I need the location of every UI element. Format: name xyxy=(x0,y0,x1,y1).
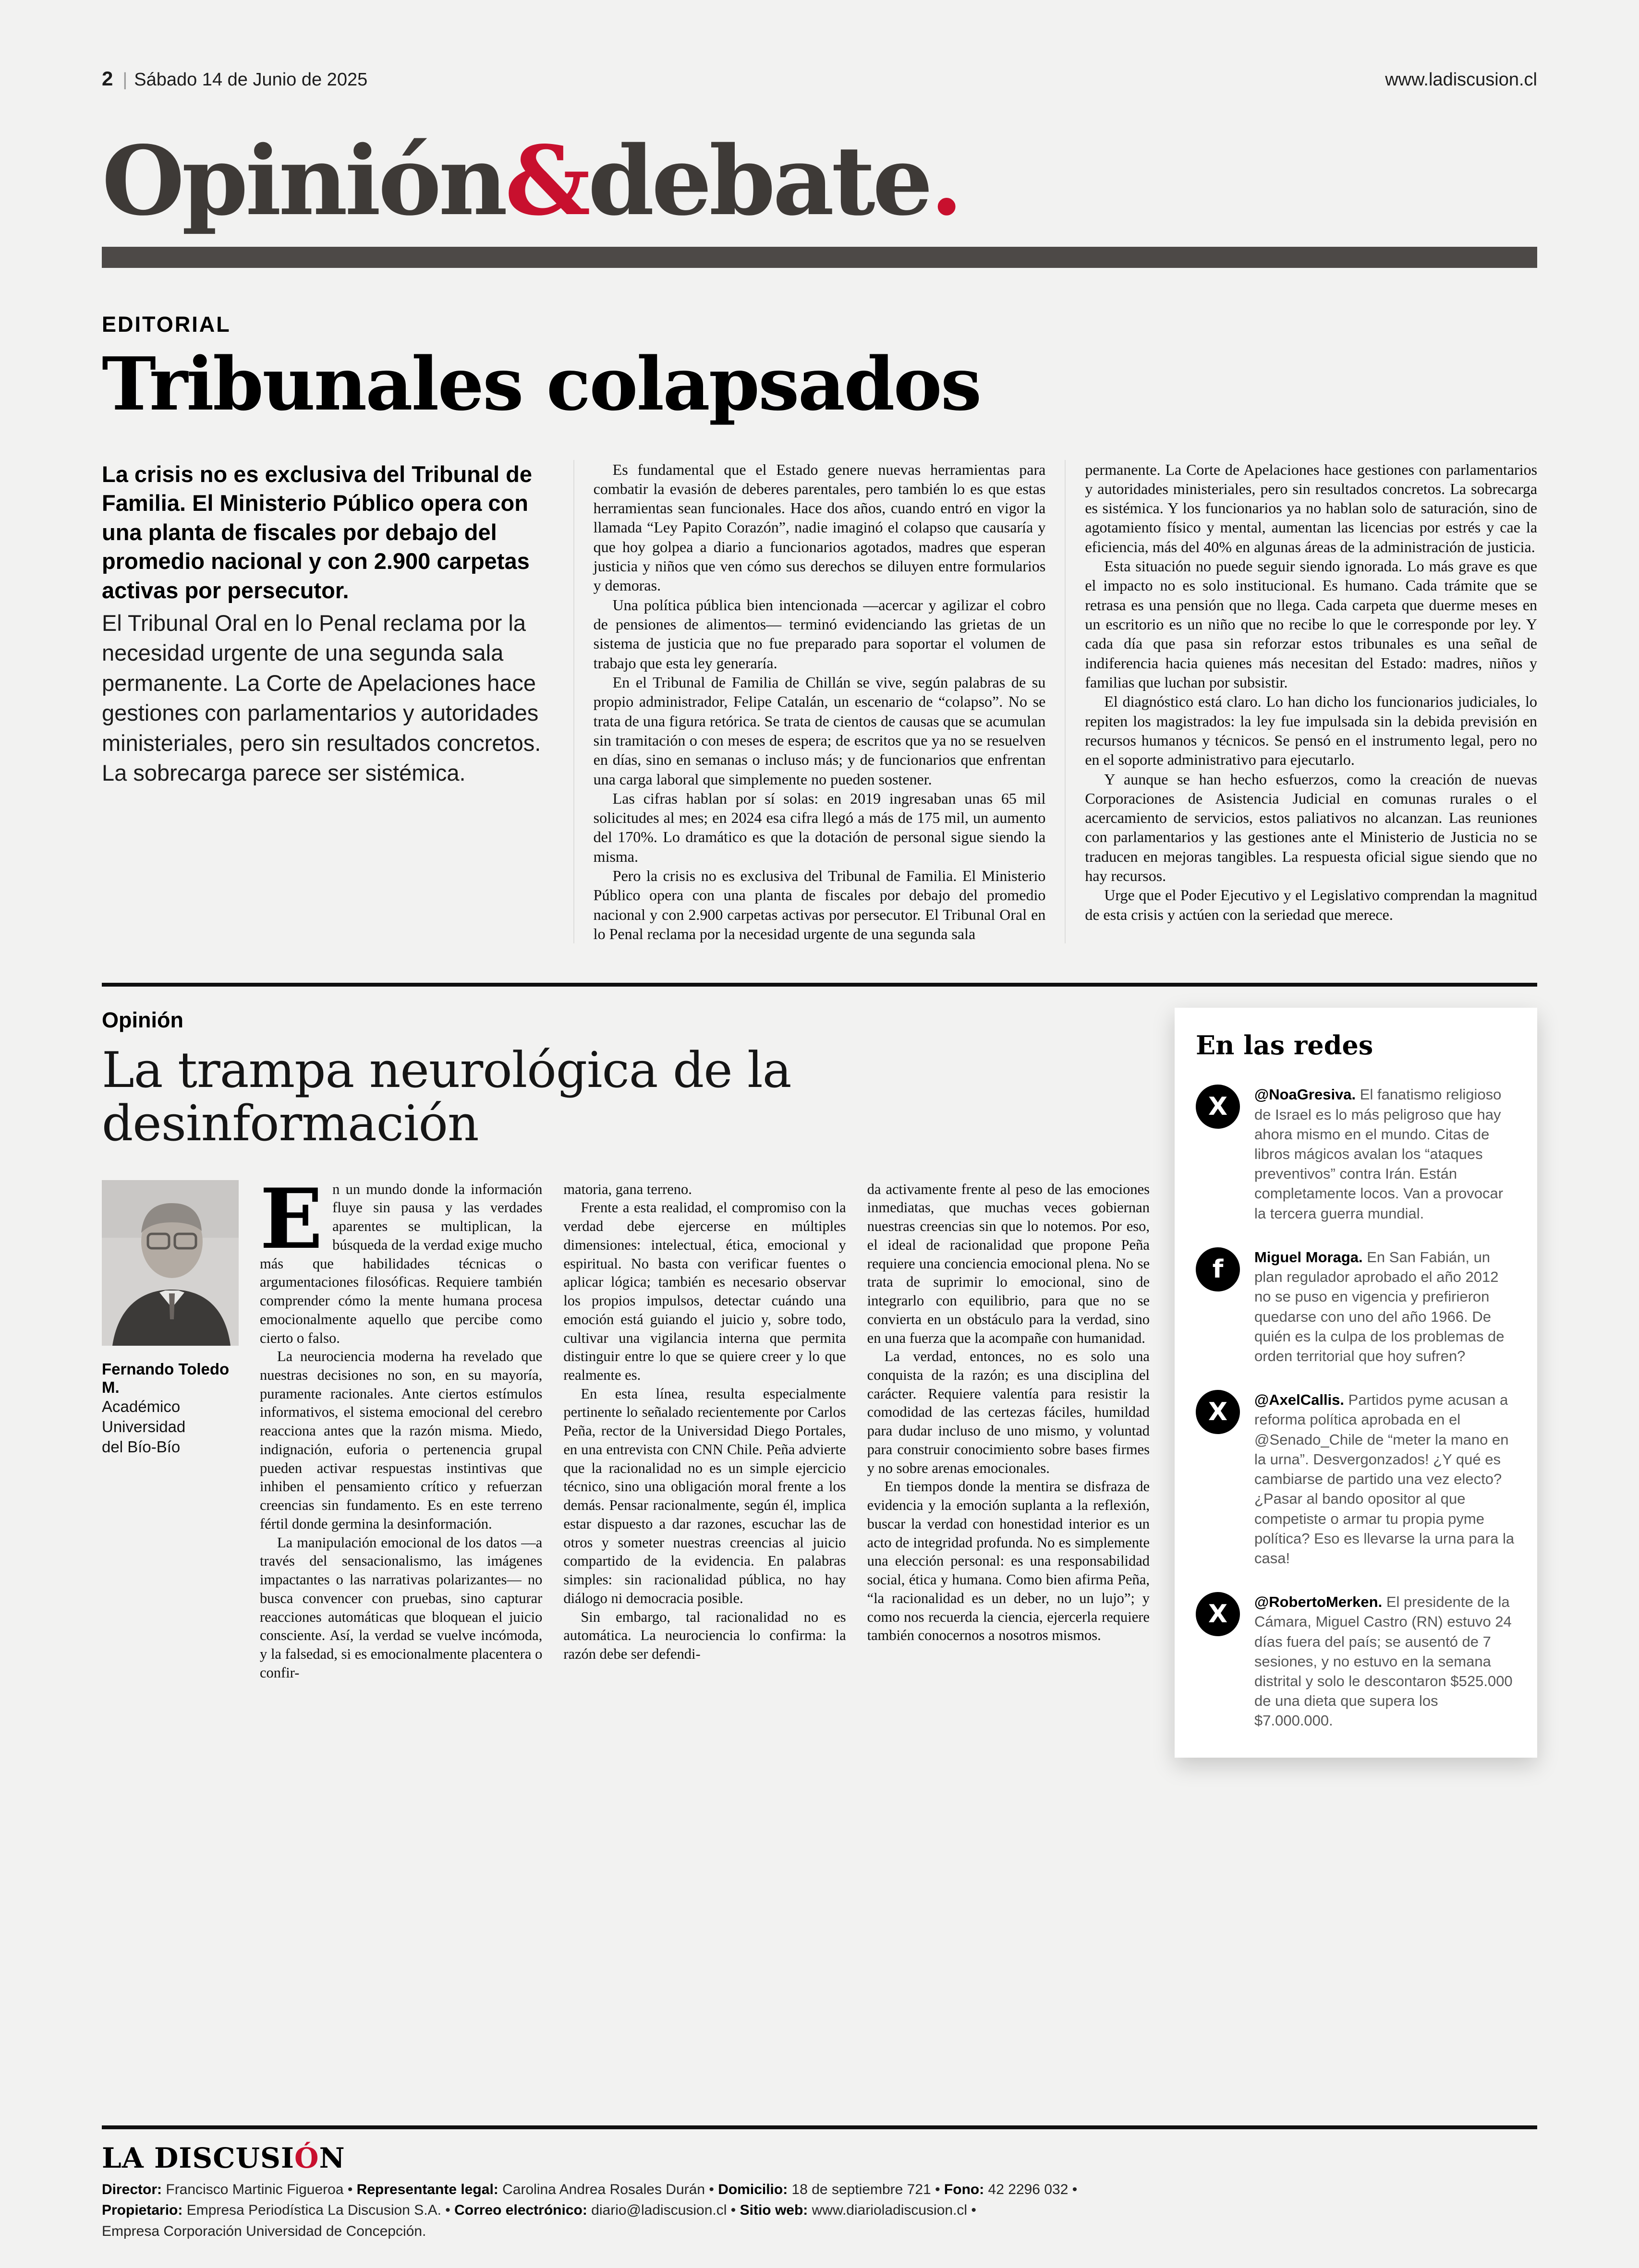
editorial-headline: Tribunales colapsados xyxy=(102,340,981,427)
opinion-headline: La trampa neurológica de la desinformación xyxy=(102,1042,791,1152)
social-post xyxy=(1196,1592,1516,1731)
social-body: Partidos pyme acusan a reforma política aprobada en el @Senado_Chile de “meter la mano en la urna”. Desvergonzados! ¿Y qué es cambiarse de partido una vez electo? ¿Pasar al bando opositor al que competiste o armar tu propia pyme política? Eso es llevarse la urna para la casa! xyxy=(1254,1391,1515,1567)
header-separator: | xyxy=(122,70,128,90)
editorial-paragraph: El diagnóstico está claro. Lo han dicho los funcionarios judiciales, lo repiten los magistrados: la ley fue impulsada sin la debida previsión en recursos humanos y técnicos. Se pensó en el instrumento legal, pero no en el soporte administrativo para ejecutarlo. xyxy=(1085,693,1538,769)
opinion-column-1 xyxy=(260,1170,543,1682)
social-post-text xyxy=(1254,1247,1516,1366)
page-header xyxy=(102,67,1537,90)
opinion-paragraph xyxy=(260,1170,543,1348)
opinion-article xyxy=(102,1008,1150,1757)
author-role-line: Académico xyxy=(102,1397,181,1415)
social-body: El presidente de la Cámara, Miguel Castro (RN) estuvo 24 días fuera del país; se ausentó de 7 sesiones, y no estuvo en la semana distrital y solo le descontaron $525.000 de una dieta que supera los $7.000.000. xyxy=(1254,1593,1513,1729)
social-post xyxy=(1196,1247,1516,1366)
opinion-column-2 xyxy=(563,1180,846,1682)
editorial-lead-column xyxy=(102,460,554,944)
footer-line: Empresa Corporación Universidad de Concepción. xyxy=(102,2223,426,2239)
masthead-bar xyxy=(102,247,1537,268)
editorial-paragraph: Y aunque se han hecho esfuerzos, como la creación de nuevas Corporaciones de Asistencia Judicial en comunas rurales o el acercamiento de servicios, estos paliativos no alcanzan. Las reuniones con parlamentarios y las gestiones ante el Ministerio de Justicia no se traducen en mejoras tangibles. La respuesta oficial sigue siendo que no hay recursos. xyxy=(1085,770,1538,885)
footer-credits xyxy=(102,2179,1537,2242)
social-sidebar xyxy=(1175,1008,1537,1757)
social-handle: @RobertoMerken. xyxy=(1254,1593,1383,1611)
x-icon: X xyxy=(1196,1390,1240,1434)
opinion-paragraph: En esta línea, resulta especialmente pertinente lo señalado recientemente por Carlos Peña, rector de la Universidad Diego Portales, en una entrevista con CNN Chile. Peña advierte que la racionalidad no es un simple ejercicio técnico, sino una obligación moral frente a los demás. Pensar racionalmente, según él, implica estar dispuesto a dar razones, escuchar las de otros y someter nuestras creencias al juicio compartido de la evidencia. En palabras simples: sin racionalidad pública, no hay diálogo ni democracia posible. xyxy=(563,1385,846,1606)
opinion-kicker: Opinión xyxy=(102,1008,183,1033)
editorial-column-2 xyxy=(573,460,1046,944)
opinion-paragraph-text: n un mundo donde la información fluye sin pausa y las verdades aparentes se multiplican, la búsqueda de la verdad exige mucho más que habilidades técnicas o argumentaciones filosóficas. Requiere también comprender cómo la mente humana procesa emocionalmente aquello que percibe como cierto o falso. xyxy=(260,1181,543,1346)
logo-text: N xyxy=(319,2141,345,2174)
opinion-paragraph: Sin embargo, tal racionalidad no es automática. La neurociencia lo confirma: la razón debe ser defendi- xyxy=(563,1608,846,1663)
editorial-columns xyxy=(102,460,1537,944)
social-body: El fanatismo religioso de Israel es lo más peligroso que hay ahora mismo en el mundo. Citas de libros mágicos avalan los “ataques preventivos” contra Irán. Están completamente locos. Van a provocar la tercera guerra mundial. xyxy=(1254,1086,1504,1222)
site-url: www.ladiscusion.cl xyxy=(1385,70,1537,90)
author-role-line: del Bío-Bío xyxy=(102,1438,181,1456)
editorial-lead-bold: La crisis no es exclusiva del Tribunal de Familia. El Ministerio Público opera con una planta de fiscales por debajo del promedio nacional y con 2.900 carpetas activas por persecutor. xyxy=(102,461,532,603)
opinion-column-3 xyxy=(867,1180,1150,1682)
author-photo xyxy=(102,1180,239,1346)
editorial-paragraph: permanente. La Corte de Apelaciones hace gestiones con parlamentarios y autoridades ministeriales, pero sin resultados concretos. La sobrecarga es sistémica. Y los funcionarios ya no hablan solo de saturación, sino de agotamiento físico y mental, aumentan las licencias por estrés y cae la eficiencia, más del 40% en algunas áreas de la administración de justicia. xyxy=(1085,460,1538,555)
section-divider-rule xyxy=(102,983,1537,987)
social-handle: @AxelCallis. xyxy=(1254,1391,1345,1409)
editorial-paragraph: En el Tribunal de Familia de Chillán se vive, según palabras de su propio administrador, Felipe Catalán, un escenario de “colapso”. No se trata de una figura retórica. Se trata de cientos de causas que se acumulan sin tramitación o con meses de espera; de escritos que ya no se resuelven en días, sino en semanas o incluso más; y de funcionarios que enfrentan una carga laboral que simplemente no pueden sostener. xyxy=(593,673,1046,788)
page-number: 2 xyxy=(102,67,113,90)
masthead-dot: . xyxy=(930,125,960,237)
footer-rule xyxy=(102,2125,1537,2129)
editorial-paragraph: Urge que el Poder Ejecutivo y el Legislativo comprendan la magnitud de esta crisis y actúen con la seriedad que merece. xyxy=(1085,886,1538,923)
social-title: En las redes xyxy=(1196,1030,1373,1061)
editorial-paragraph: Pero la crisis no es exclusiva del Tribunal de Familia. El Ministerio Público opera con una planta de fiscales por debajo del promedio nacional y con 2.900 carpetas activas por persecutor. El Tribunal Oral en lo Penal reclama por la necesidad urgente de una segunda sala xyxy=(593,867,1046,943)
editorial-paragraph: Las cifras hablan por sí solas: en 2019 ingresaban unas 65 mil solicitudes al mes; en 2024 esa cifra llegó a más de 175 mil, un aumento del 170%. Lo dramático es que la dotación de personal sigue siendo la misma. xyxy=(593,789,1046,865)
social-handle: @NoaGresiva. xyxy=(1254,1086,1356,1103)
social-body: En San Fabián, un plan regulador aprobado el año 2012 no se puso en vigencia y prefirieron quedarse con uno del año 1966. De quién es la culpa de los problemas de orden territorial que hoy sufren? xyxy=(1254,1248,1505,1364)
editorial-lead-regular: El Tribunal Oral en lo Penal reclama por la necesidad urgente de una segunda sala permanente. La Corte de Apelaciones hace gestiones con parlamentarios y autoridades ministeriales, pero sin resultados concretos. La sobrecarga parece ser sistémica. xyxy=(102,610,541,786)
editorial-paragraph: Una política pública bien intencionada —acercar y agilizar el cobro de pensiones de alimentos— terminó evidenciando las grietas de un sistema de justicia que no fue preparado para soportar el volumen de trabajo que esta ley generaría. xyxy=(593,596,1046,672)
opinion-paragraph: da activamente frente al peso de las emociones inmediatas, que muchas veces gobiernan nuestras creencias sin que lo notemos. Por eso, el ideal de racionalidad que propone Peña requiere una conciencia emocional plena. No se trata de suprimir lo emocional, sino de integrarlo con equilibrio, para que no se convierta en un obstáculo para la verdad, sino en una fuerza que la acompañe con humanidad. xyxy=(867,1181,1150,1346)
masthead-opinion: Opinión xyxy=(102,125,505,237)
editorial-column-3 xyxy=(1065,460,1537,944)
opinion-article-body xyxy=(102,1170,1150,1682)
editorial-paragraph: Esta situación no puede seguir siendo ignorada. Lo más grave es que el impacto no es solo institucional. Es humano. Cada trámite que se retrasa es una pensión que no llega. Cada carpeta que duerme meses en un escritorio es un niño que no recibe lo que le corresponde por ley. Y cada día que pasa sin reforzar estos tribunales es una señal de indiferencia hacia quienes más necesitan del Estado: madres, niños y familias que luchan por subsistir. xyxy=(1085,557,1538,691)
opinion-paragraph: Frente a esta realidad, el compromiso con la verdad debe ejercerse en múltiples dimensiones: intelectual, ética, emocional y espiritual. No basta con verificar fuentes o aplicar lógica; también es necesario observar los propios impulsos, detectar cuándo una emoción está guiando el juicio y, sobre todo, cultivar una vigilancia interna que permita distinguir entre lo que se quiere creer y lo que realmente es. xyxy=(563,1199,846,1384)
masthead-debate: debate xyxy=(588,125,930,237)
opinion-paragraph: La neurociencia moderna ha revelado que nuestras decisiones no son, en su mayoría, puramente racionales. Ante ciertos estímulos informativos, el sistema emocional del cerebro reacciona antes que la razón misma. Miedo, indignación, euforia o pertenencia grupal pueden activar respuestas instintivas que inhiben el pensamiento crítico y refuerzan creencias sin fundamento. Es en este terreno fértil donde germina la desinformación. xyxy=(260,1348,543,1532)
section-masthead xyxy=(102,125,1537,237)
editorial-kicker: EDITORIAL xyxy=(102,312,231,337)
opinion-paragraph: La manipulación emocional de los datos —a través del sensacionalismo, las imágenes impactantes o las narrativas polarizantes— no busca convencer con pruebas, sino capturar reacciones automáticas que bloquean el juicio consciente. Así, la verdad se vuelve incómoda, y la falsedad, si es emocionalmente placentera o confir- xyxy=(260,1534,543,1681)
social-post-text xyxy=(1254,1592,1516,1731)
logo-accent: Ó xyxy=(294,2141,319,2174)
opinion-paragraph: En tiempos donde la mentira se disfraza de evidencia y la emoción suplanta a la reflexión, buscar la verdad con honestidad interior es un acto de integridad profunda. No es simplemente una elección personal: es una responsabilidad social, ética y humana. Como bien afirma Peña, “la racionalidad es un deber, no un lujo”; y como nos recuerda la ciencia, ejercerla requiere también conocernos a nosotros mismos. xyxy=(867,1478,1150,1644)
logo-text: LA DISCUSI xyxy=(102,2141,295,2174)
editorial-paragraph: Es fundamental que el Estado genere nuevas herramientas para combatir la evasión de deberes parentales, pero también lo es que estas herramientas sean funcionales. Hace dos años, cuando entró en vigor la llamada “Ley Papito Corazón”, nadie imaginó el colapso que causaría y que hoy golpea a diario a funcionarios agotados, madres que esperan justicia y niños que ven cómo sus derechos se diluyen entre formularios y demoras. xyxy=(593,460,1046,594)
newspaper-logo xyxy=(102,2142,1537,2174)
dropcap-letter: E xyxy=(260,1170,323,1267)
opinion-paragraph: matoria, gana terreno. xyxy=(563,1181,692,1197)
page-date: Sábado 14 de Junio de 2025 xyxy=(134,70,368,90)
social-post-text xyxy=(1254,1085,1516,1223)
page-header-left xyxy=(102,67,367,90)
social-post-text xyxy=(1254,1390,1516,1568)
social-post xyxy=(1196,1085,1516,1223)
facebook-icon: f xyxy=(1196,1247,1240,1291)
footer-line: Director: Francisco Martinic Figueroa • Representante legal: Carolina Andrea Rosales Durán • Domicilio: 18 de septiembre 721 • Fono: 42 2296 032 • xyxy=(102,2181,1078,2197)
opinion-paragraph: La verdad, entonces, no es solo una conquista de la razón; es una disciplina del carácter. Requiere valentía para resistir la comodidad de las certezas fáciles, humildad para dudar incluso de uno mismo, y voluntad para construir conocimiento sobre bases firmes y no sobre arenas emocionales. xyxy=(867,1348,1150,1476)
x-icon: X xyxy=(1196,1592,1240,1636)
social-handle: Miguel Moraga. xyxy=(1254,1248,1363,1266)
page-footer xyxy=(102,2092,1537,2242)
footer-line: Propietario: Empresa Periodística La Discusion S.A. • Correo electrónico: diario@ladiscusion.cl • Sitio web: www.diarioladiscusion.cl • xyxy=(102,2202,976,2218)
author-block xyxy=(102,1180,239,1682)
opinion-section xyxy=(102,1008,1537,1757)
author-role-line: Universidad xyxy=(102,1417,186,1436)
author-name: Fernando Toledo M. xyxy=(102,1360,230,1396)
masthead-ampersand: & xyxy=(505,125,588,237)
social-post xyxy=(1196,1390,1516,1568)
x-icon: X xyxy=(1196,1085,1240,1129)
